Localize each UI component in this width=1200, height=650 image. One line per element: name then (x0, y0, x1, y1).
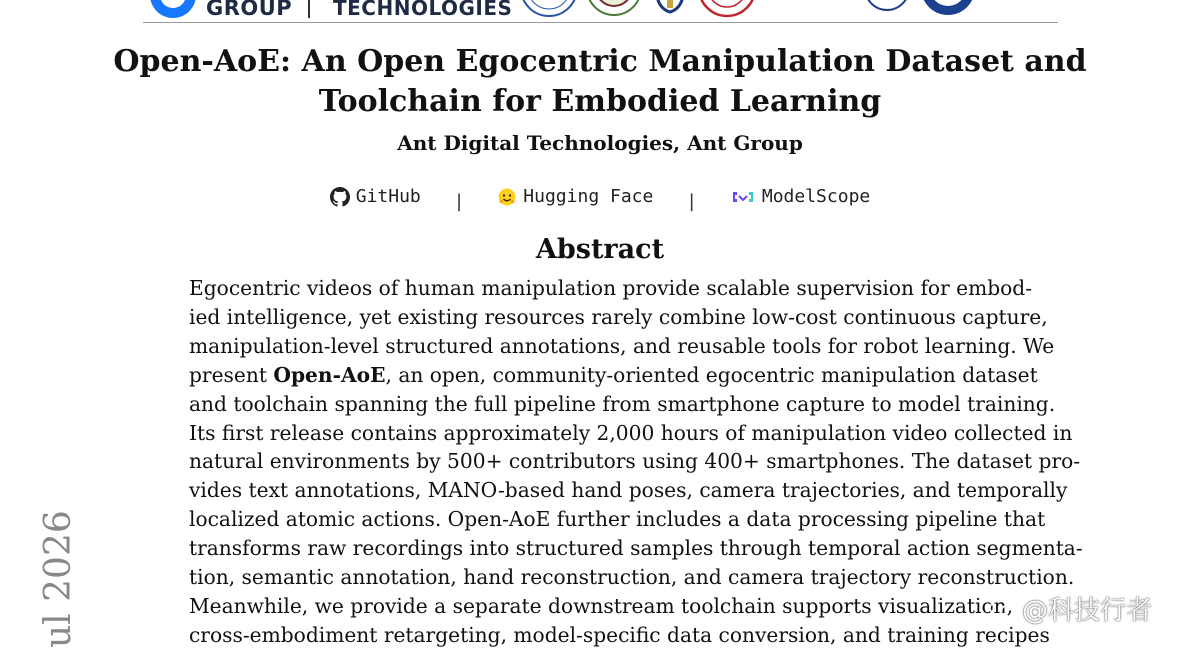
abstract-line: natural environments by 500+ contributors using 400+ smartphones. The dataset pro- (189, 449, 1081, 474)
hugging-face-link-label: Hugging Face (523, 186, 654, 207)
link-separator: | (453, 190, 465, 212)
abstract-heading: Abstract (535, 234, 665, 265)
abstract-line: Egocentric videos of human manipulation provide scalable supervision for embod- (189, 276, 1033, 300)
university-seal-1-icon (518, 0, 580, 20)
brand-divider (308, 0, 310, 18)
logo-strip (150, 0, 980, 20)
github-link-label: GitHub (355, 186, 421, 207)
abstract-line: tion, semantic annotation, hand reconstruction, and camera trajectory reconstruction. (189, 565, 1075, 590)
github-link[interactable] (330, 186, 421, 207)
abstract-line: localized atomic actions. Open-AoE further includes a data processing pipeline that (189, 507, 1046, 532)
abstract-line: and toolchain spanning the full pipeline from smartphone capture to model training. (189, 391, 1056, 416)
abstract-line: manipulation-level structured annotations, and reusable tools for robot learning. We (189, 333, 1055, 358)
modelscope-link[interactable] (730, 186, 870, 207)
abstract-line: Meanwhile, we provide a separate downstream toolchain supports visualization, (189, 593, 1014, 618)
dataset-name: Open-AoE (273, 362, 386, 387)
abstract-line: cross-embodiment retargeting, model-specific data conversion, and training recipes (189, 622, 1050, 647)
abstract-line: ied intelligence, yet existing resources rarely combine low-cost continuous capture, (189, 304, 1048, 329)
university-seal-3-icon (696, 0, 758, 20)
github-icon (330, 187, 350, 207)
brand-technologies-text: TECHNOLOGIES (333, 0, 513, 20)
university-seal-4-icon (862, 0, 912, 20)
institute-emblem-icon (650, 0, 690, 20)
abstract-body (189, 274, 1083, 650)
abstract-line-suffix: , an open, community-oriented egocentric manipulation dataset (385, 362, 1038, 387)
ant-group-logo-icon (150, 0, 196, 18)
paper-title-line-2: Toolchain for Embodied Learning (318, 84, 882, 119)
affiliation: Ant Digital Technologies, Ant Group (397, 131, 803, 155)
abstract-line: Its first release contains approximately 2,000 hours of manipulation video collected in (189, 420, 1073, 445)
abstract-line: vides text annotations, MANO-based hand poses, camera trajectories, and temporally (189, 478, 1068, 503)
paper-title (0, 42, 1200, 122)
university-seal-2-icon (584, 0, 644, 20)
modelscope-icon (730, 187, 756, 207)
hugging-face-link[interactable] (497, 186, 653, 207)
link-separator: | (686, 190, 698, 212)
university-seal-5-icon (918, 0, 978, 20)
research-institute-logo-icon (764, 0, 854, 20)
watermark (988, 590, 1152, 627)
chat-bubble-icon (988, 598, 1018, 620)
hugging-face-icon (497, 187, 517, 207)
modelscope-link-label: ModelScope (761, 186, 871, 207)
abstract-line: transforms raw recordings into structured samples through temporal action segmenta- (189, 536, 1083, 561)
header-rule (143, 22, 1058, 23)
watermark-text: @科技行者 (1022, 596, 1153, 626)
abstract-line-prefix: present (189, 362, 274, 387)
resource-links (0, 186, 1200, 212)
brand-group-text: GROUP (206, 0, 293, 20)
paper-title-line-1: Open-AoE: An Open Egocentric Manipulation Dataset and (113, 44, 1087, 79)
abstract-line-with-name (189, 361, 1038, 390)
arxiv-side-date: ul 2026 (38, 510, 79, 648)
